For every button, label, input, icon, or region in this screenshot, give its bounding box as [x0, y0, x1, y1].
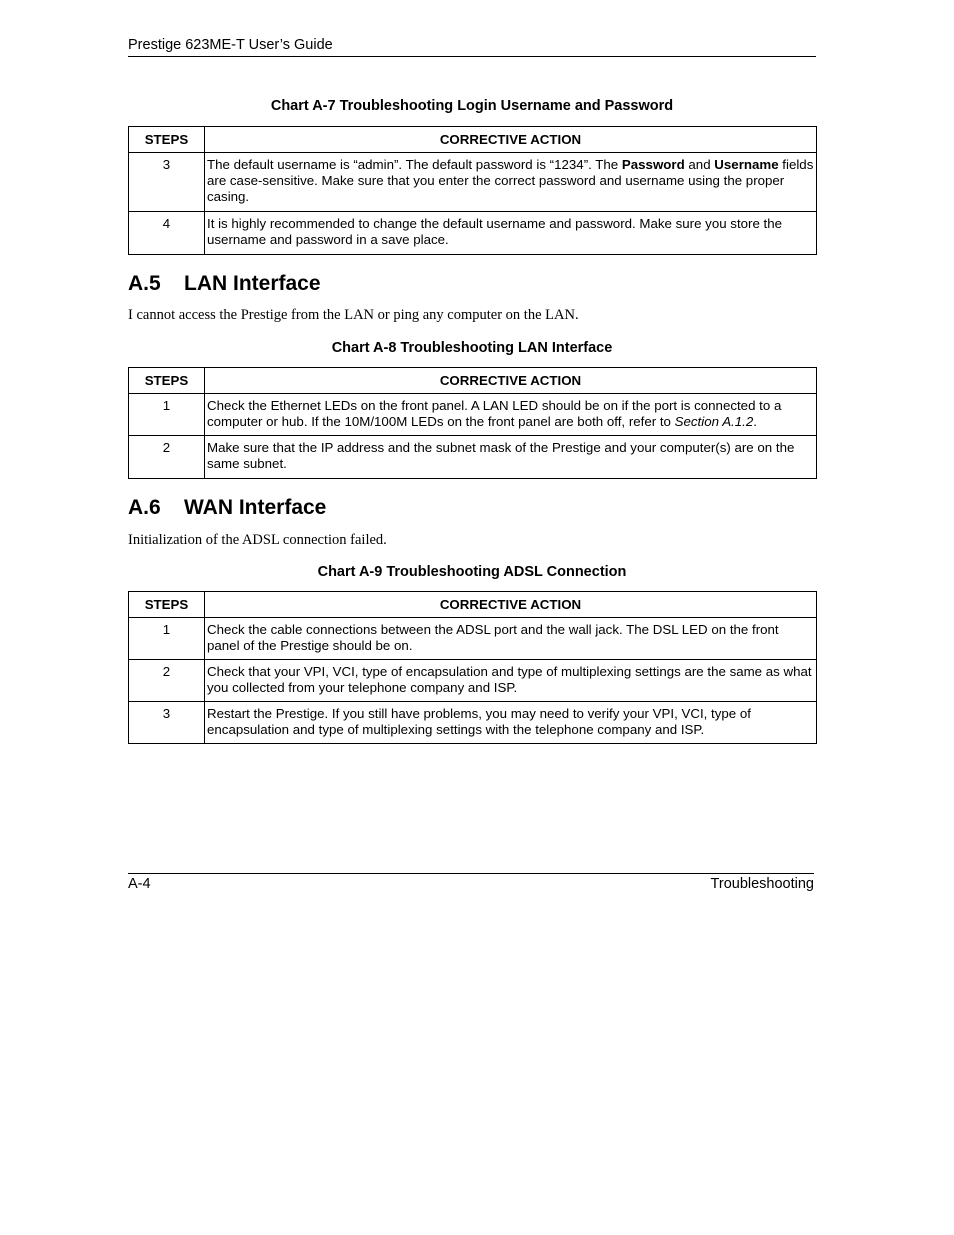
chart-a7-table	[128, 126, 817, 255]
corrective-action	[205, 153, 817, 212]
chart-a9-caption: Chart A-9 Troubleshooting ADSL Connection	[317, 564, 627, 580]
running-header	[128, 37, 816, 57]
section-heading-a6	[128, 496, 326, 520]
step-number: 2	[129, 660, 205, 702]
step-number: 2	[129, 436, 205, 479]
step-number: 3	[129, 153, 205, 212]
table-row	[129, 153, 817, 212]
action-text: fields are case-sensitive. Make sure that you enter the correct password and username using the proper casing.	[207, 157, 814, 204]
document-page	[128, 0, 816, 1235]
table-header-row	[129, 127, 817, 153]
step-number: 1	[129, 618, 205, 660]
corrective-action: It is highly recommended to change the default username and password. Make sure you store the username and password in a save place.	[205, 212, 817, 255]
action-text: and	[684, 157, 715, 172]
section-title: LAN Interface	[184, 272, 321, 295]
corrective-action: Check the cable connections between the ADSL port and the wall jack. The DSL LED on the front panel of the Prestige should be on.	[205, 618, 817, 660]
table-row	[129, 702, 817, 744]
section-reference: Section A.1.2	[674, 414, 754, 429]
chart-a8-caption: Chart A-8 Troubleshooting LAN Interface	[331, 340, 613, 356]
chart-a9-table	[128, 591, 817, 744]
page-number: A-4	[128, 876, 151, 892]
section-a6-intro: Initialization of the ADSL connection failed.	[128, 532, 387, 548]
chart-a8-table	[128, 367, 817, 479]
username-term: Username	[714, 157, 779, 172]
chart-a7-caption: Chart A-7 Troubleshooting Login Username and Password	[270, 98, 674, 114]
action-text: .	[753, 414, 757, 429]
corrective-action: Restart the Prestige. If you still have problems, you may need to verify your VPI, VCI, type of encapsulation and type of multiplexing settings with the telephone company and ISP.	[205, 702, 817, 744]
action-text: Check the Ethernet LEDs on the front panel. A LAN LED should be on if the port is connected to a computer or hub. If the 10M/100M LEDs on the front panel are both off, refer to	[207, 398, 782, 429]
section-title: WAN Interface	[184, 496, 327, 519]
step-number: 3	[129, 702, 205, 744]
corrective-action-header: CORRECTIVE ACTION	[205, 592, 817, 618]
section-heading-a5	[128, 272, 321, 296]
table-row	[129, 394, 817, 436]
table-row	[129, 660, 817, 702]
corrective-action-header: CORRECTIVE ACTION	[205, 127, 817, 153]
section-number: A.6	[128, 496, 161, 519]
action-text: The default username is “admin”. The default password is “1234”. The	[207, 157, 622, 172]
table-header-row	[129, 368, 817, 394]
steps-header: STEPS	[129, 368, 205, 394]
corrective-action-header: CORRECTIVE ACTION	[205, 368, 817, 394]
steps-header: STEPS	[129, 127, 205, 153]
steps-header: STEPS	[129, 592, 205, 618]
password-term: Password	[621, 157, 685, 172]
running-footer	[128, 873, 814, 892]
corrective-action: Make sure that the IP address and the subnet mask of the Prestige and your computer(s) are on the same subnet.	[205, 436, 817, 479]
guide-title: Prestige 623ME-T User’s Guide	[128, 37, 333, 53]
step-number: 4	[129, 212, 205, 255]
corrective-action: Check that your VPI, VCI, type of encapsulation and type of multiplexing settings are the same as what you collected from your telephone company and ISP.	[205, 660, 817, 702]
section-a5-intro: I cannot access the Prestige from the LAN or ping any computer on the LAN.	[128, 307, 579, 323]
table-header-row	[129, 592, 817, 618]
step-number: 1	[129, 394, 205, 436]
footer-section: Troubleshooting	[710, 876, 814, 892]
table-row	[129, 436, 817, 479]
corrective-action	[205, 394, 817, 436]
table-row	[129, 212, 817, 255]
section-number: A.5	[128, 272, 161, 295]
table-row	[129, 618, 817, 660]
